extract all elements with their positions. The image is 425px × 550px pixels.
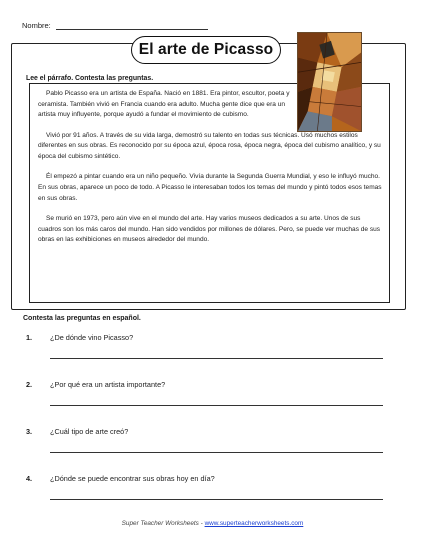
answer-line-4[interactable] (50, 499, 383, 500)
question-text: ¿Dónde se puede encontrar sus obras hoy en día? (50, 474, 215, 483)
cubist-painting-image (297, 32, 362, 132)
footer-link[interactable]: www.superteacherworksheets.com (204, 520, 304, 527)
question-number: 4. (26, 474, 33, 483)
answer-line-1[interactable] (50, 358, 383, 359)
question-text: ¿Por qué era un artista importante? (50, 380, 166, 389)
name-input-line[interactable] (56, 22, 208, 30)
passage-paragraph-2: Vivió por 91 años. A través de su vida larga, demostró su talento en todas sus técnicas. Usó muchos estilos diferentes en sus obras. Es reconocido por su época azul, época rosa, época negra, época del cubismo analítico, y su época del cubismo sintético. (38, 131, 381, 161)
passage-paragraph-1: Pablo Picasso era un artista de España. Nació en 1881. Era pintor, escultor, poeta y ceramista. También vivió en Francia cuando era adulto. Mucha gente dice que era un artista muy influyente, porque ayudó a fundar el movimiento de cubismo. (38, 90, 290, 119)
name-label: Nombre: (22, 21, 51, 30)
passage-paragraph-4: Se murió en 1973, pero aún vive en el mundo del arte. Hay varios museos dedicados a su arte. Unos de sus cuadros son los más caros del mundo. Han sido vendidos por millones de dólares. Pero, se puede ver muchas de sus obras en las exhibiciones en museos alrededor del mundo. (38, 214, 381, 244)
question-text: ¿Cuál tipo de arte creó? (50, 427, 129, 436)
answer-line-2[interactable] (50, 405, 383, 406)
passage-paragraph-3: Él empezó a pintar cuando era un niño pequeño. Vivía durante la Segunda Guerra Mundial, y eso le influyó mucho. En sus obras, aparece un poco de todo. A Picasso le interesaban todos los temas del mundo y pintó todos esos temas en sus obras. (38, 173, 382, 202)
questions-title: Contesta las preguntas en español. (23, 315, 141, 322)
passage-text (38, 89, 382, 255)
page-title: El arte de Picasso (138, 41, 274, 58)
question-number: 3. (26, 427, 33, 436)
name-row (22, 21, 208, 30)
footer-brand: Super Teacher Worksheets (121, 520, 199, 527)
instructions: Lee el párrafo. Contesta las preguntas. (26, 75, 154, 82)
answer-line-3[interactable] (50, 452, 383, 453)
footer-separator: - (198, 520, 205, 527)
question-number: 2. (26, 380, 33, 389)
question-number: 1. (26, 333, 33, 342)
footer (0, 520, 425, 527)
title-box (131, 36, 281, 64)
question-text: ¿De dónde vino Picasso? (50, 333, 134, 342)
